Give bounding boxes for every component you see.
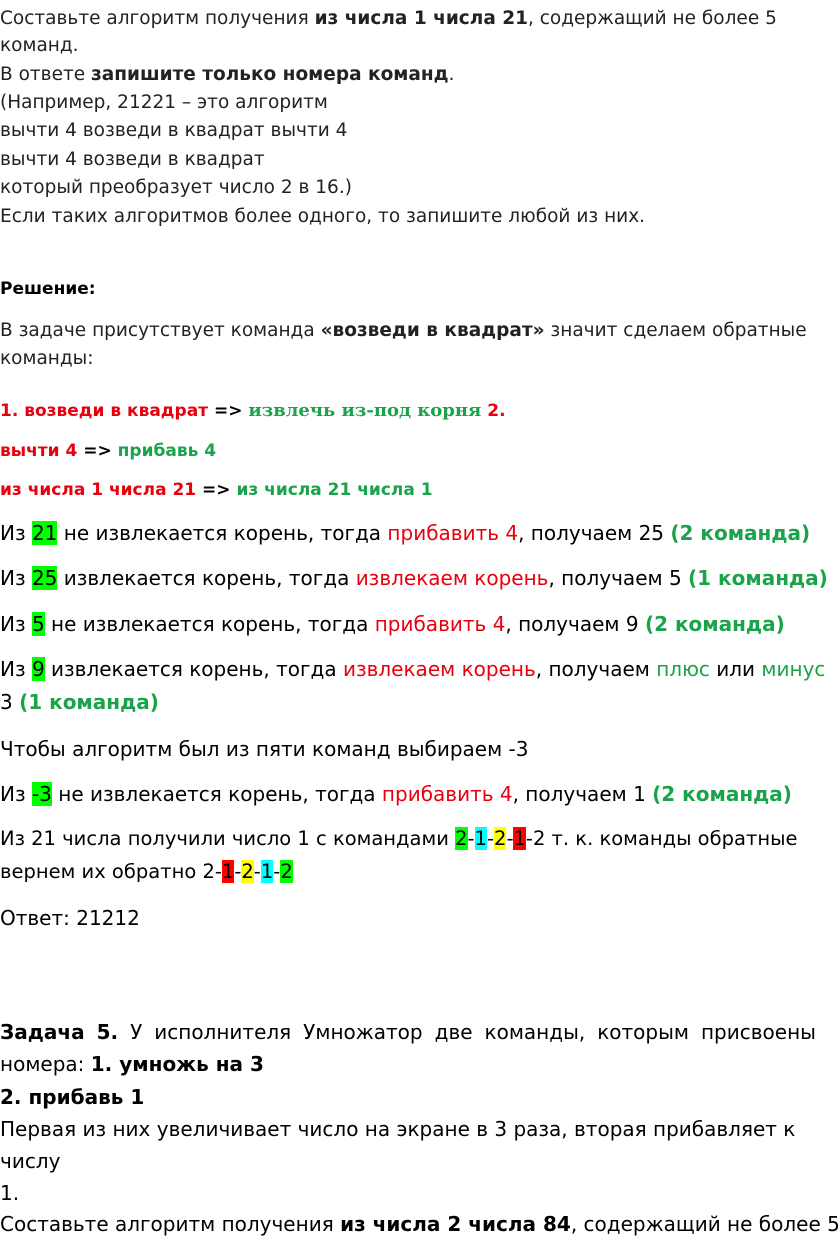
command-label: (1 команда) xyxy=(688,566,828,590)
mapping-1 xyxy=(0,400,506,421)
text: Из xyxy=(0,782,32,806)
task5-line-2 xyxy=(0,1052,264,1076)
text: Из xyxy=(0,657,32,681)
text: Из xyxy=(0,521,32,545)
text-green: плюс xyxy=(656,657,710,681)
highlight-number: 5 xyxy=(31,612,45,636)
word: Умножатор xyxy=(303,1020,423,1044)
highlight-number: 2 xyxy=(280,860,293,883)
text-red: вычти 4 xyxy=(0,441,78,461)
step-4 xyxy=(0,657,825,681)
task5-line-1 xyxy=(0,1020,816,1044)
text: - xyxy=(253,860,261,883)
arrow: => xyxy=(196,480,237,500)
answer: Ответ: 21212 xyxy=(0,906,140,930)
text: , получаем xyxy=(535,657,657,681)
task5-line-3: 2. прибавь 1 xyxy=(0,1085,145,1109)
text: или xyxy=(709,657,762,681)
text: не извлекается корень, тогда xyxy=(44,612,375,636)
text-red: 2. xyxy=(481,401,506,421)
text: , содержащий не более 5 xyxy=(570,1212,840,1236)
text: Из xyxy=(0,566,32,590)
highlight-number: 1 xyxy=(260,860,274,883)
text: не извлекается корень, тогда xyxy=(57,521,388,545)
step-5: Чтобы алгоритм был из пяти команд выбираем -3 xyxy=(0,737,529,761)
task-number: 5. xyxy=(96,1020,119,1044)
highlight-number: 1 xyxy=(221,860,235,883)
word: которым xyxy=(597,1020,689,1044)
text: . xyxy=(448,64,455,85)
word: команды, xyxy=(484,1020,586,1044)
text-red: прибавить 4 xyxy=(381,782,513,806)
intro-line-1 xyxy=(0,8,777,29)
arrow: => xyxy=(208,401,249,421)
step-1 xyxy=(0,521,810,545)
text: , содержащий не более 5 xyxy=(528,8,777,29)
text: вернем их обратно 2- xyxy=(0,860,222,883)
text: - xyxy=(486,827,495,850)
intro-line-3 xyxy=(0,64,455,85)
text: не извлекается корень, тогда xyxy=(51,782,382,806)
intro-line-7: который преобразует число 2 в 16.) xyxy=(0,177,352,198)
highlight-number: 1 xyxy=(513,827,526,850)
step-7b xyxy=(0,860,293,883)
text: Из 21 числа получили число 1 с командами xyxy=(0,827,456,850)
solution-heading: Решение: xyxy=(0,279,96,299)
highlight-number: 2 xyxy=(241,860,254,883)
text: извлекается корень, тогда xyxy=(57,566,356,590)
intro-line-2: команд. xyxy=(0,35,79,56)
text-bold: «возведи в квадрат» xyxy=(320,320,545,341)
text: - xyxy=(273,860,281,883)
text: 3 xyxy=(0,690,20,714)
intro-line-8: Если таких алгоритмов более одного, то запишите любой из них. xyxy=(0,206,646,227)
highlight-number: -3 xyxy=(31,782,52,806)
text: -2 т. к. команды обратные xyxy=(525,827,798,850)
highlight-number: 2 xyxy=(455,827,468,850)
command-label: (2 команда) xyxy=(670,521,811,545)
command-label: (1 команда) xyxy=(19,690,159,714)
highlight-number: 21 xyxy=(31,521,58,545)
text-red: извлекаем корень xyxy=(355,566,549,590)
task5-line-5: числу xyxy=(0,1149,61,1173)
text: значит сделаем обратные xyxy=(544,320,807,341)
intro-line-4: (Например, 21221 – это алгоритм xyxy=(0,92,328,113)
highlight-number: 1 xyxy=(474,827,487,850)
text-green: из числа 21 числа 1 xyxy=(236,480,433,500)
task5-line-6: 1. xyxy=(0,1181,20,1205)
task5-line-7 xyxy=(0,1212,840,1236)
word: У xyxy=(130,1020,143,1044)
text-red: 1. возведи в квадрат xyxy=(0,401,209,421)
text: Из xyxy=(0,612,32,636)
command-label: (2 команда) xyxy=(652,782,792,806)
text: - xyxy=(506,827,514,850)
step-4b xyxy=(0,690,159,714)
step-6 xyxy=(0,782,792,806)
task-label: Задача xyxy=(0,1020,85,1044)
text: - xyxy=(467,827,475,850)
text: , получаем 9 xyxy=(505,612,645,636)
intro-line-5: вычти 4 возведи в квадрат вычти 4 xyxy=(0,120,348,141)
text-bold: из числа 2 числа 84 xyxy=(340,1212,571,1236)
word: две xyxy=(434,1020,473,1044)
mapping-2 xyxy=(0,441,216,461)
text: В задаче присутствует команда xyxy=(0,320,321,341)
highlight-number: 2 xyxy=(494,827,507,850)
task5-line-4: Первая из них увеличивает число на экране в 3 раза, вторая прибавляет к xyxy=(0,1117,796,1141)
text: номера: xyxy=(0,1052,91,1076)
solution-para-1 xyxy=(0,320,807,341)
text: - xyxy=(234,860,242,883)
word: присвоены xyxy=(700,1020,816,1044)
text-green: извлечь из-под корня xyxy=(248,400,482,421)
step-3 xyxy=(0,612,785,636)
text: В ответе xyxy=(0,64,91,85)
command-1: 1. умножь на 3 xyxy=(90,1052,264,1076)
command-label: (2 команда) xyxy=(644,612,785,636)
text: , получаем 1 xyxy=(512,782,653,806)
step-7 xyxy=(0,827,797,850)
text: Составьте алгоритм получения xyxy=(0,8,315,29)
text-red: извлекаем корень xyxy=(342,657,536,681)
text: , получаем 5 xyxy=(548,566,689,590)
text-bold: из числа 1 числа 21 xyxy=(314,8,528,29)
highlight-number: 9 xyxy=(31,657,45,681)
text-red: из числа 1 числа 21 xyxy=(0,480,197,500)
text: , получаем 25 xyxy=(518,521,671,545)
text-green: прибавь 4 xyxy=(117,441,217,461)
text-bold: запишите только номера команд xyxy=(91,64,449,85)
text: извлекается корень, тогда xyxy=(44,657,343,681)
mapping-3 xyxy=(0,480,433,500)
word: исполнителя xyxy=(154,1020,292,1044)
text-red: прибавить 4 xyxy=(387,521,519,545)
intro-line-6: вычти 4 возведи в квадрат xyxy=(0,149,265,170)
step-2 xyxy=(0,566,828,590)
arrow: => xyxy=(77,441,118,461)
text-green: минус xyxy=(761,657,826,681)
text: Составьте алгоритм получения xyxy=(0,1212,341,1236)
solution-para-1b: команды: xyxy=(0,348,94,369)
highlight-number: 25 xyxy=(31,566,58,590)
text-red: прибавить 4 xyxy=(374,612,506,636)
